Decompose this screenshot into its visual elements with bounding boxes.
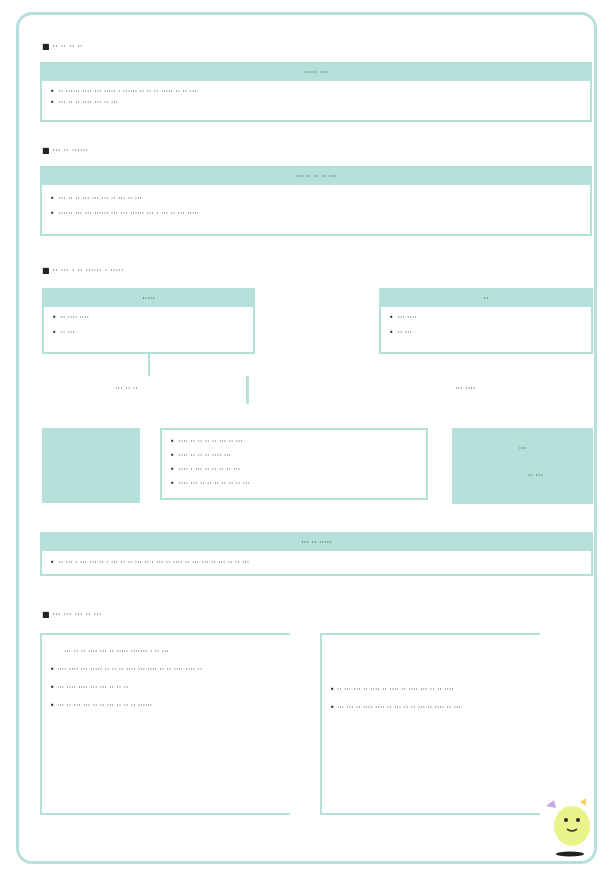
summary-box — [40, 532, 593, 576]
left-teal-block — [42, 428, 140, 503]
left-info-box — [42, 288, 255, 354]
section-2-line-1: • ··· ·· ·· ··· ··· ··· ·· ··· ·· ··· — [42, 193, 590, 204]
left-info-line-1: • ·· ···· ···· — [44, 312, 253, 323]
section-1-box — [40, 62, 592, 122]
section-1-line-1: • ·· ······ ···· ··· ····· · ······ ·· ·· ·· ····· ·· ·· ··· — [42, 86, 590, 97]
left-para-4: • ··· ·· ··· ··· ·· ·· ··· ·· ·· ·· ······ — [50, 701, 153, 710]
summary-line: • ·· ··· · ··· ··· ·· · ··· ·· ·· ··· ·· · ··· ·· ···· ·· ··· ··· ·· ··· ·· ·· ··· — [42, 557, 591, 568]
left-col-top-rule — [40, 633, 290, 635]
mascot-icon — [540, 796, 594, 860]
center-line-2: • ···· ·· ·· ·· ···· ··· — [162, 450, 426, 461]
right-teal-block — [452, 428, 593, 504]
right-block-top: ··· — [518, 444, 527, 453]
right-info-line-1: • ··· ···· — [381, 312, 591, 323]
left-para-1: ··· ·· ·· ···· ··· ·· ····· ······· · ·· ··· — [64, 647, 169, 656]
connector-mid — [246, 376, 249, 404]
right-info-box — [379, 288, 593, 354]
section-2-bar: ··· ·· ·· ·· ··· — [42, 168, 590, 185]
section-1-bar: ····· ··· — [42, 64, 590, 81]
right-para-2: • ··· ··· ·· ···· ···· ·· ··· ·· ·· ··· ·· ···· ·· ··· — [330, 703, 461, 712]
left-col-bottom-rule — [40, 813, 290, 815]
center-line-4: • ···· ··· ·· ·· ·· ·· ·· ·· ··· — [162, 478, 426, 489]
section-1-title: ■ ·· ·· ·· ·· — [42, 42, 83, 51]
right-para-2-text: ··· ··· ·· ···· ···· ·· ··· ·· ·· ··· ·· ···· ·· ··· — [336, 703, 461, 712]
section-1-line-2: • ··· ·· ·· ···· ··· ·· ··· — [42, 97, 590, 108]
left-column — [50, 646, 282, 712]
left-para-4-text: ··· ·· ··· ··· ·· ·· ··· ·· ·· ·· ······ — [56, 701, 153, 710]
right-column — [330, 684, 535, 714]
section-3-title: ■ ·· ··· · ·· ······ · ····· — [42, 266, 124, 275]
right-col-side-rule — [320, 633, 322, 815]
left-col-side-rule — [40, 633, 42, 815]
right-col-top-rule — [320, 633, 540, 635]
right-para-1: • ·· ··· ··· ·· ···· ·· ···· ·· ···· ··· ·· ·· ···· — [330, 685, 454, 694]
right-block-bottom: ·· ··· — [527, 471, 544, 480]
left-para-3: • ··· ···· ···· ··· ··· ·· ·· ·· — [50, 683, 129, 692]
right-para-1-text: ·· ··· ··· ·· ···· ·· ···· ·· ···· ··· ·· ·· ···· — [336, 685, 454, 694]
section-2-line-2: • ······ ··· ··· ······ ··· ··· ······ ··· · ··· ·· ··· ····· — [42, 208, 590, 219]
right-info-bar: ·· — [381, 290, 591, 307]
center-line-3: • ···· · ··· ·· ·· ·· ·· ··· — [162, 464, 426, 475]
center-detail-box — [160, 428, 428, 500]
section-2-title: ■ ··· ·· ······ — [42, 146, 89, 155]
right-flow-label: ··· ···· — [455, 384, 476, 393]
left-para-2-text: ···· ···· ··· ····· ·· ·· ·· ···· ··· ···· ·· ·· ···· ···· ·· — [56, 665, 203, 674]
connector-left — [148, 354, 150, 376]
left-info-line-2: • ·· ··· — [44, 327, 253, 338]
section-4-title: ■ ··· ··· ··· ·· ··· — [42, 610, 102, 619]
left-info-bar: ····· — [44, 290, 253, 307]
left-flow-label: ··· ·· ·· — [115, 384, 138, 393]
left-para-3-text: ··· ···· ···· ··· ··· ·· ·· ·· — [56, 683, 129, 692]
section-2-box — [40, 166, 592, 236]
right-col-bottom-rule — [320, 813, 540, 815]
left-para-2: • ···· ···· ··· ····· ·· ·· ·· ···· ··· ···· ·· ·· ···· ···· ·· — [50, 665, 203, 674]
center-line-1: • ···· ·· ·· ·· ·· ··· ·· ··· — [162, 436, 426, 447]
right-info-line-2: • ·· ··· — [381, 327, 591, 338]
summary-bar: ··· ·· ····· — [42, 534, 591, 551]
